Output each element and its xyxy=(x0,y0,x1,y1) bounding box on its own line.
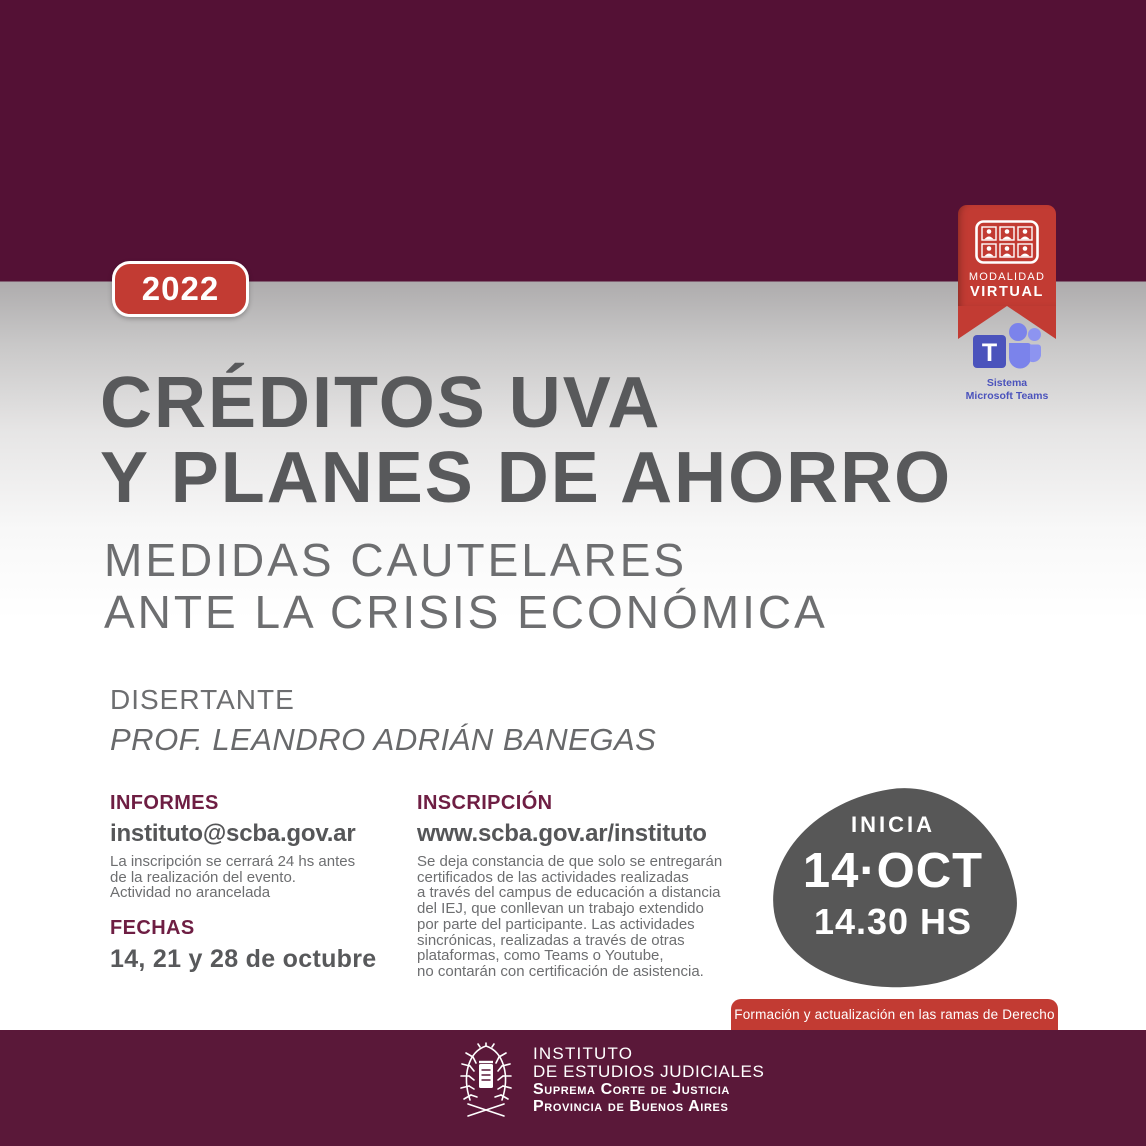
speaker-label: DISERTANTE xyxy=(110,684,295,715)
teams-caption-line2: Microsoft Teams xyxy=(965,390,1049,402)
inscripcion-note-line: Se deja constancia de que solo se entregarán xyxy=(417,853,723,870)
microsoft-teams-icon xyxy=(972,322,1042,372)
inscripcion-note-line: plataformas, como Teams o Youtube, xyxy=(417,947,664,965)
spacer xyxy=(110,901,410,917)
tagline-banner xyxy=(731,999,1058,1030)
informes-note-line: de la realización del evento. xyxy=(110,868,296,886)
footer-line4: Provincia de Buenos Aires xyxy=(533,1098,729,1115)
start-time: 14.30 HS xyxy=(813,901,973,942)
inscripcion-note-line: a través del campus de educación a distancia xyxy=(417,884,721,902)
footer-text-block xyxy=(533,1046,764,1114)
teams-block xyxy=(953,322,1061,403)
inscripcion-note-line: no contarán con certificación de asistencia. xyxy=(417,962,704,980)
subtitle xyxy=(104,534,828,638)
virtual-label: VIRTUAL xyxy=(969,284,1045,300)
year-badge xyxy=(112,261,249,317)
subtitle-line2: ANTE LA CRISIS ECONÓMICA xyxy=(104,586,828,638)
start-label: INICIA xyxy=(851,812,935,837)
fechas-dates: 14, 21 y 28 de octubre xyxy=(110,945,377,974)
teams-logo-letter: T xyxy=(981,339,998,367)
fechas-heading: FECHAS xyxy=(110,917,195,940)
footer-line3: Suprema Corte de Justicia xyxy=(533,1081,730,1098)
teams-caption-line1: Sistema xyxy=(986,377,1028,389)
main-title-line2: Y PLANES DE AHORRO xyxy=(100,438,953,518)
tagline-text: Formación y actualización en las ramas de Derecho xyxy=(734,1007,1055,1022)
informes-note-line: La inscripción se cerrará 24 hs antes xyxy=(110,853,356,870)
informes-column xyxy=(110,792,410,974)
inscripcion-note-line: por parte del participante. Las actividades xyxy=(417,915,695,933)
informes-note-line: Actividad no arancelada xyxy=(110,884,271,902)
video-call-grid-icon xyxy=(975,220,1039,264)
inscripcion-note-line: del IEJ, que conllevan un trabajo extendido xyxy=(417,900,704,918)
speaker-block xyxy=(110,684,656,758)
start-date-text xyxy=(772,812,1014,943)
modality-ribbon xyxy=(958,205,1056,306)
start-date: 14·OCT xyxy=(802,844,984,898)
informes-heading: INFORMES xyxy=(110,792,219,814)
informes-email: instituto@scba.gov.ar xyxy=(110,820,356,847)
inscripcion-url: www.scba.gov.ar/instituto xyxy=(417,820,707,847)
modality-label: MODALIDAD xyxy=(968,271,1046,283)
inscripcion-note-line: sincrónicas, realizadas a través de otras xyxy=(417,931,685,949)
speaker-name: PROF. LEANDRO ADRIÁN BANEGAS xyxy=(110,722,657,757)
inscripcion-heading: INSCRIPCIÓN xyxy=(417,792,553,814)
subtitle-line1: MEDIDAS CAUTELARES xyxy=(104,534,688,586)
main-title xyxy=(100,363,953,518)
inscripcion-note-line: certificados de las actividades realizadas xyxy=(417,868,689,886)
footer-line2: DE ESTUDIOS JUDICIALES xyxy=(533,1062,765,1081)
laurel-crest-icon xyxy=(453,1040,519,1122)
year-badge-label: 2022 xyxy=(141,270,220,307)
inscripcion-column xyxy=(417,792,757,980)
main-title-line1: CRÉDITOS UVA xyxy=(100,363,662,443)
footer-line1: INSTITUTO xyxy=(533,1044,634,1063)
